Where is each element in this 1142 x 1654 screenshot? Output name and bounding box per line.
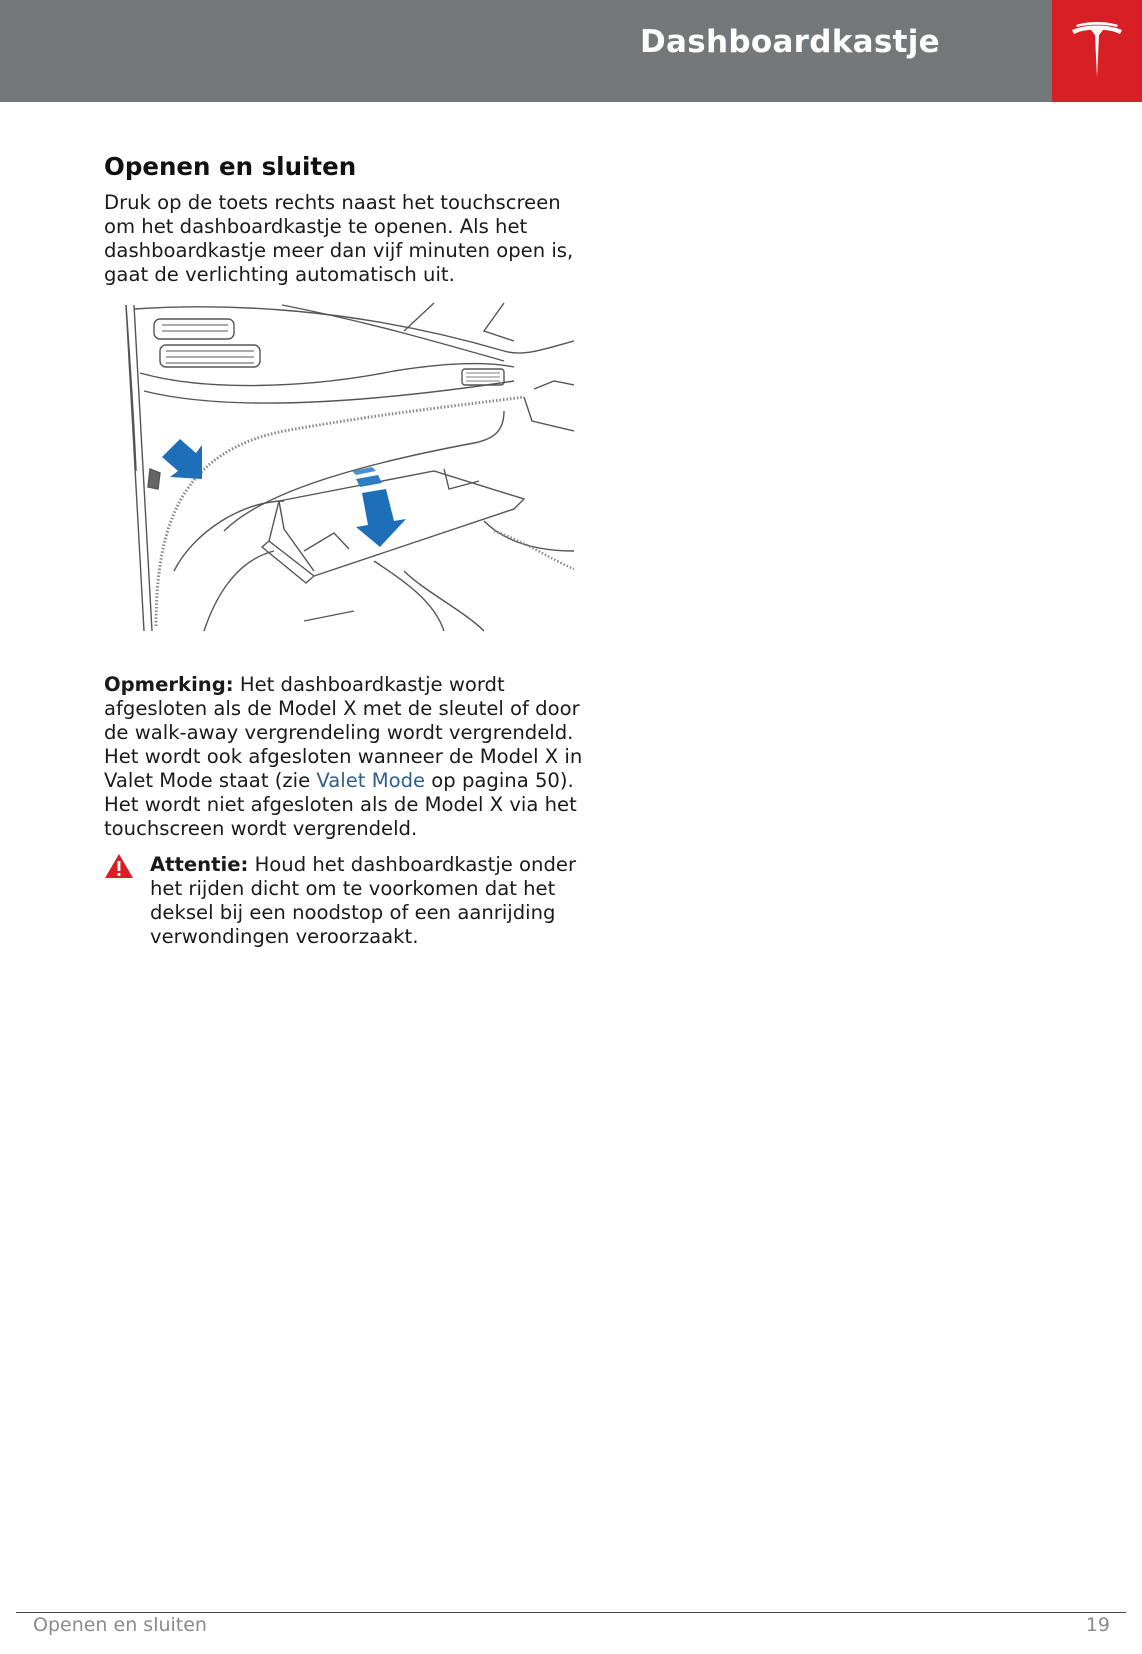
note-text-before: Het dashboardkastje wordt afgesloten als de Model X met de sleutel of door de walk-away vergrendeling wordt vergrendeld. Het wordt ook afgesloten wanneer de Model X in Valet Mode staat (zie [104, 673, 583, 792]
intro-paragraph: Druk op de toets rechts naast het touchscreen om het dashboardkastje te openen. Als het dashboardkastje meer dan vijf minuten open is, gaat de verlichting automatisch uit. [104, 191, 574, 286]
logo-box [1052, 0, 1142, 102]
warning-triangle-icon [104, 853, 134, 879]
footer-divider [16, 1612, 1126, 1613]
warning-label: Attentie: [150, 853, 249, 876]
tesla-logo-icon [1070, 22, 1124, 80]
header-bar [0, 0, 1052, 102]
note-paragraph [104, 673, 584, 841]
note-text-after: op pagina 50). Het wordt niet afgesloten als de Model X via het touchscreen wordt vergrendeld. [104, 769, 577, 840]
note-label: Opmerking: [104, 673, 234, 696]
warning-text: Houd het dashboardkastje onder het rijden dicht om te voorkomen dat het deksel bij een noodstop of een aanrijding verwondingen veroorzaakt. [150, 853, 576, 948]
valet-mode-link[interactable]: Valet Mode [316, 769, 426, 792]
footer-section: Openen en sluiten [33, 1614, 207, 1636]
page-number: 19 [1085, 1614, 1110, 1636]
content [104, 152, 584, 949]
glovebox-figure [104, 301, 574, 641]
warning-block [104, 853, 584, 949]
section-title: Openen en sluiten [104, 152, 357, 181]
glovebox-illustration [104, 301, 574, 641]
chapter-title: Dashboardkastje [639, 24, 940, 60]
